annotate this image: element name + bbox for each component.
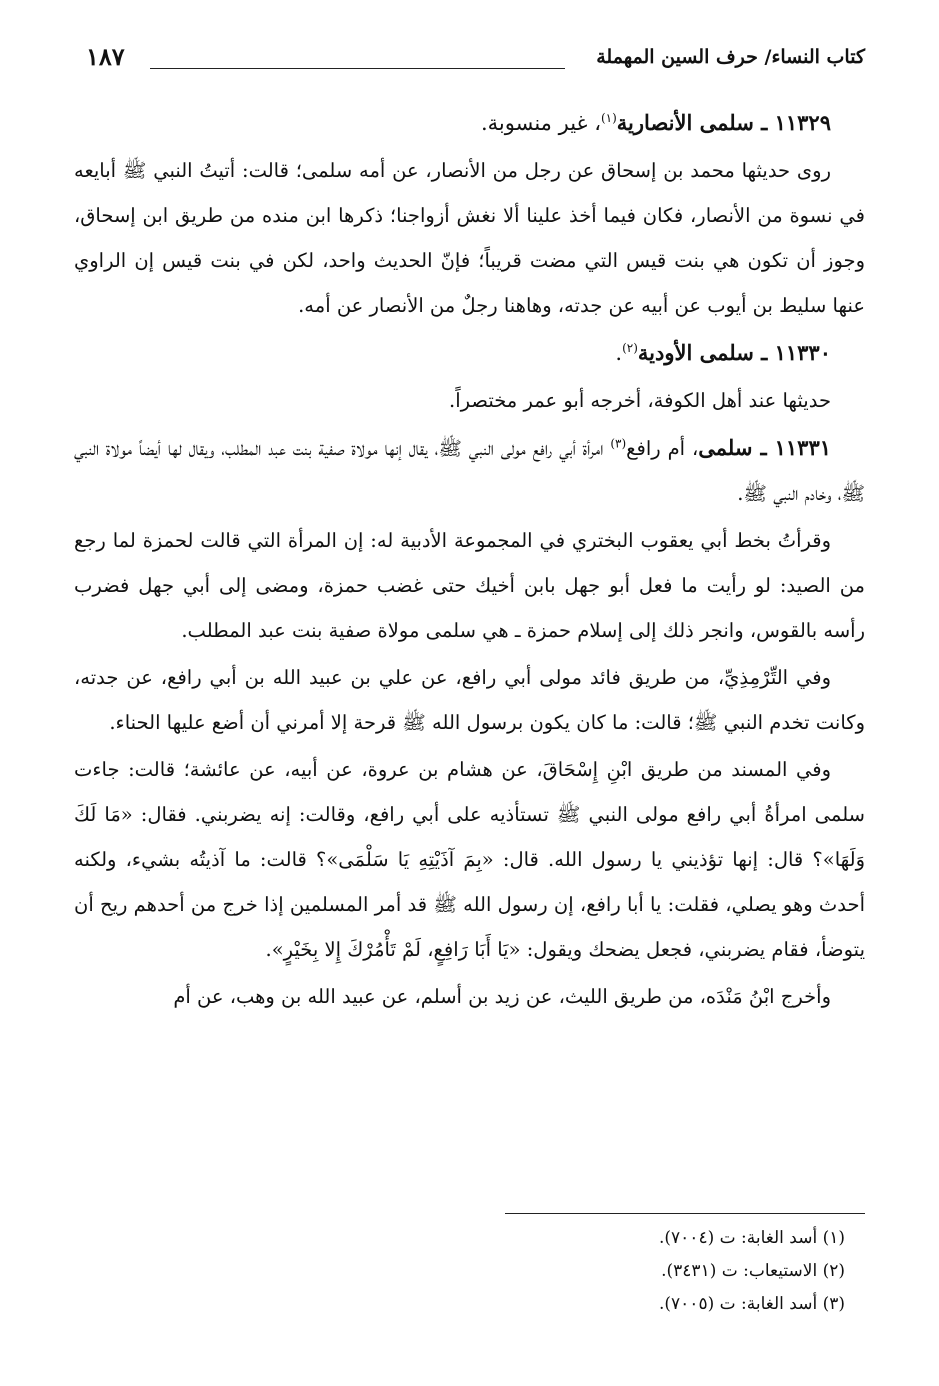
running-title: كتاب النساء/ حرف السين المهملة	[596, 46, 865, 68]
footnote-ref: (٢)	[622, 341, 638, 355]
entry-name: ١١٣٣١ ـ سلمى	[698, 435, 832, 460]
paragraph: حديثها عند أهل الكوفة، أخرجه أبو عمر مختصراً.	[449, 389, 831, 412]
paragraph: وأخرج ابْنُ مَنْدَه، من طريق الليث، عن زيد بن أسلم، عن عبيد الله بن وهب، عن أم	[173, 985, 831, 1008]
entry-note: ، أم رافع	[626, 437, 699, 460]
paragraph: روى حديثها محمد بن إسحاق عن رجل من الأنصار، عن أمه سلمى؛ قالت: أتيتُ النبي ﷺ أبايعه في نسوة من الأنصار، فكان فيما أخذ علينا ألا نغش أزواجنا؛ ذكرها ابن منده من طريق ابن إسحاق، وجوز أن تكون هي بنت قيس التي مضت قريباً؛ فإنّ الحديث واحد، لكن في بنت قيس إن الراوي عنها سليط بن أيوب عن أبيه عن جدته، وهاهنا رجلٌ من الأنصار عن أمه.	[74, 159, 865, 317]
paragraph: وقرأتُ بخط أبي يعقوب البختري في المجموعة الأدبية له: إن المرأة التي قالت لحمزة لما رجع من الصيد: لو رأيت ما فعل أبو جهل بابن أخيك حتى غضب حمزة، ومضى إلى أبي جهل فضرب رأسه بالقوس، وانجر ذلك إلى إسلام حمزة ـ هي سلمى مولاة صفية بنت عبد المطلب.	[74, 529, 865, 642]
entry-note: ، غير منسوبة.	[480, 111, 601, 135]
footnote-ref: (١)	[600, 111, 617, 125]
page-header	[80, 40, 865, 80]
entry-note: امرأة أبي رافع مولى النبي ﷺ، يقال إنها مولاة صفية بنت عبد المطلب، ويقال لها أيضاً مولاة النبي ﷺ، وخادم النبي ﷺ.	[74, 437, 865, 505]
page-number: ١٨٧	[86, 42, 125, 71]
entry-heading-11331	[74, 425, 865, 516]
footnotes	[659, 1222, 845, 1321]
footnote: (١) أسد الغابة: ت (٧٠٠٤).	[659, 1228, 845, 1248]
footnote: (٣) أسد الغابة: ت (٧٠٠٥).	[659, 1294, 845, 1314]
entry-heading-11330	[74, 330, 865, 376]
entry-heading-11329	[74, 100, 865, 146]
paragraph: وفي المسند من طريق ابْنِ إِسْحَاقَ، عن هشام بن عروة، عن أبيه، عن عائشة؛ قالت: جاءت سلمى امرأةُ أبي رافع مولى النبي ﷺ تستأذيه على أبي رافع، وقالت: إنه يضربني. فقال: «مَا لَكَ وَلَهَا»؟ قال: إنها تؤذيني يا رسول الله. قال: «بِمَ آذَيْتِهِ يَا سَلْمَى»؟ قالت: ما آذيتُه بشيء، ولكنه أحدث وهو يصلي، فقلت: يا أبا رافع، إن رسول الله ﷺ قد أمر المسلمين إذا خرج من أحدهم ريح أن يتوضأ، فقام يضربني، فجعل يضحك ويقول: «يَا أَبَا رَافِعٍ، لَمْ تَأْمُرْكَ إِلا بِخَيْرٍ».	[74, 758, 865, 961]
entry-note: .	[615, 341, 623, 365]
footnote-ref: (٣)	[610, 436, 627, 451]
main-text	[74, 100, 865, 1021]
header-rule	[150, 68, 565, 69]
footnote: (٢) الاستيعاب: ت (٣٤٣١).	[661, 1261, 845, 1281]
entry-name: ١١٣٢٩ ـ سلمى الأنصارية	[616, 110, 831, 135]
entry-name: ١١٣٣٠ ـ سلمى الأودية	[637, 340, 831, 365]
footnote-rule	[505, 1213, 865, 1214]
paragraph: وفي التِّرْمِذِيِّ، من طريق فائد مولى أبي رافع، عن علي بن عبيد الله بن أبي رافع، عن جدته، وكانت تخدم النبي ﷺ؛ قالت: ما كان يكون برسول الله ﷺ قرحة إلا أمرني أن أضع عليها الحناء.	[74, 666, 865, 734]
